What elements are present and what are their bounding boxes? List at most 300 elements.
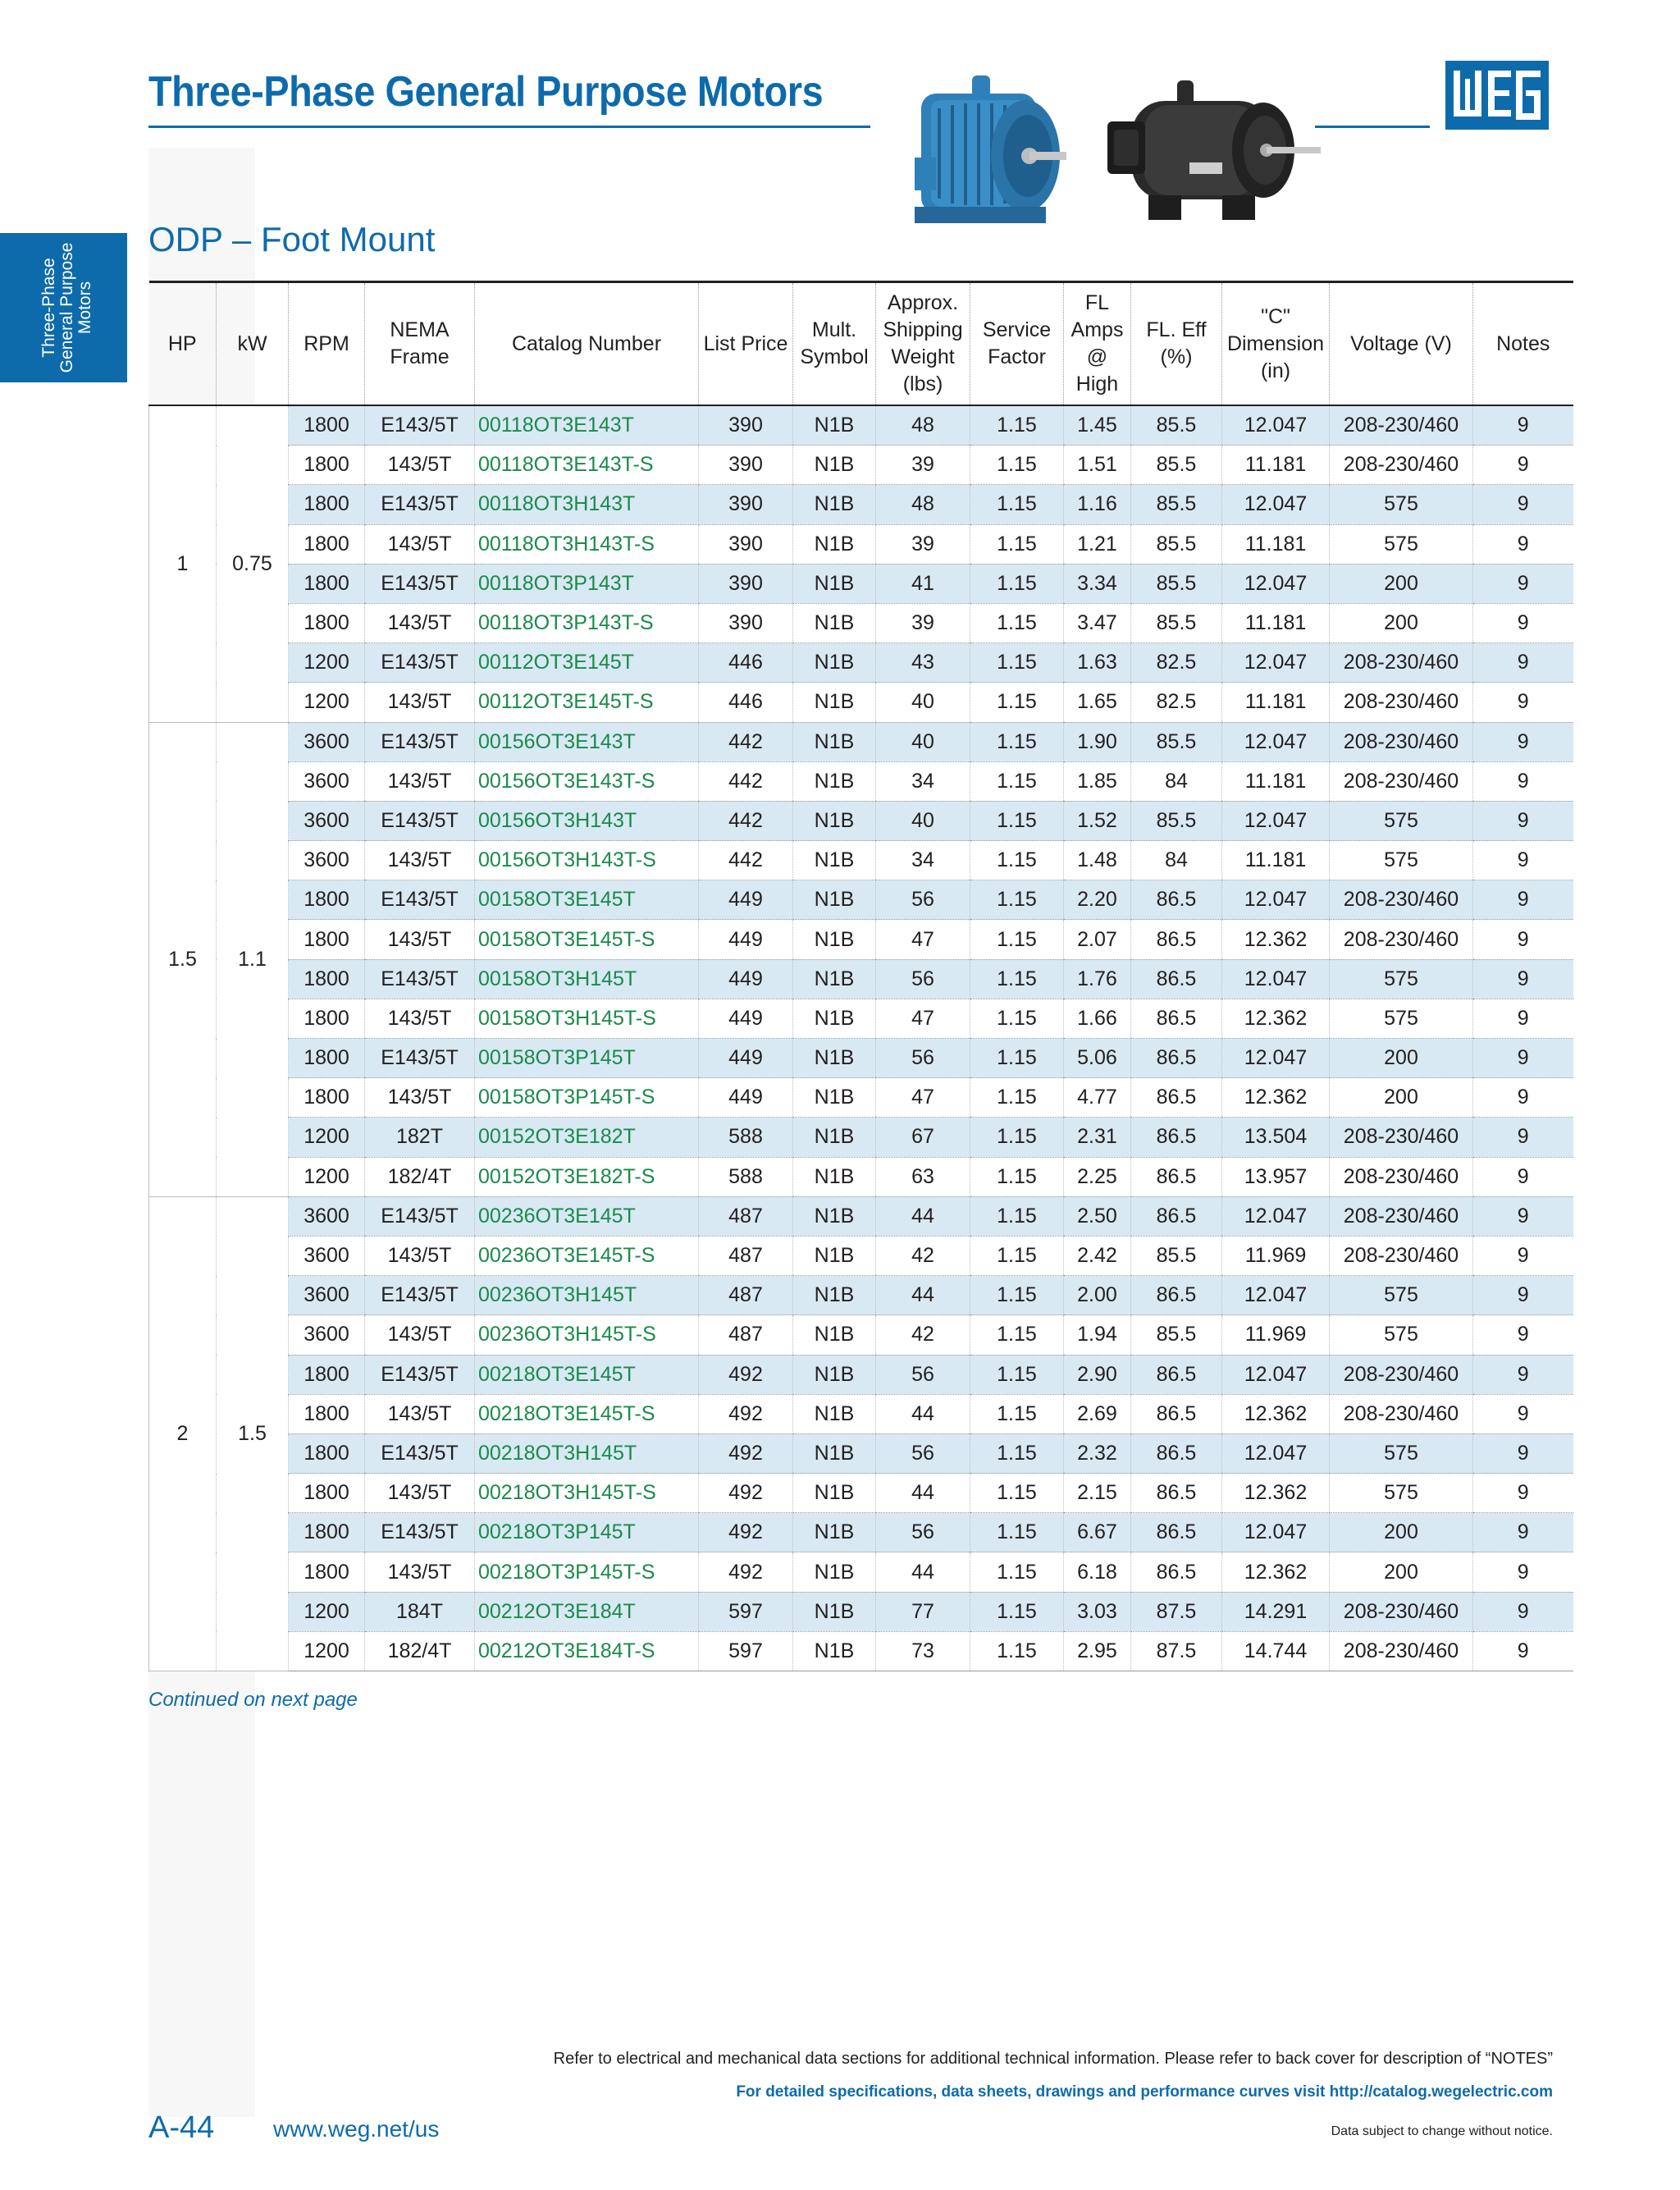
table-cell: 2.32	[1064, 1433, 1131, 1473]
table-cell: 1.15	[970, 920, 1064, 959]
table-cell: 44	[876, 1552, 970, 1592]
catalog-number-cell[interactable]: 00236OT3H145T	[475, 1276, 699, 1315]
table-cell: 42	[876, 1236, 970, 1275]
table-cell: 208-230/460	[1330, 920, 1473, 959]
table-cell: 9	[1473, 722, 1573, 761]
table-cell: 1.15	[970, 1236, 1064, 1275]
table-cell: N1B	[793, 446, 876, 485]
table-cell: 1200	[289, 1631, 365, 1671]
table-cell: 48	[876, 405, 970, 446]
table-cell: 449	[699, 920, 793, 959]
table-cell: 6.67	[1064, 1513, 1131, 1552]
table-cell: 86.5	[1131, 1474, 1222, 1513]
catalog-number-cell[interactable]: 00236OT3E145T-S	[475, 1236, 699, 1275]
table-cell: 208-230/460	[1330, 1196, 1473, 1236]
table-cell: 1200	[289, 643, 365, 683]
blue-motor-image	[882, 59, 1079, 240]
table-cell: 1.15	[970, 1474, 1064, 1513]
table-cell: 1.15	[970, 801, 1064, 840]
table-cell: 1800	[289, 959, 365, 999]
table-row	[149, 1315, 1573, 1355]
table-cell: 1.90	[1064, 722, 1131, 761]
table-cell: 56	[876, 1355, 970, 1394]
side-section-tab[interactable]	[0, 233, 127, 382]
table-row	[149, 1631, 1573, 1671]
table-cell: N1B	[793, 643, 876, 683]
table-cell: 9	[1473, 1276, 1573, 1315]
table-row	[149, 959, 1573, 999]
table-row	[149, 405, 1573, 446]
table-cell: 6.18	[1064, 1552, 1131, 1592]
table-cell: 492	[699, 1355, 793, 1394]
table-cell: 44	[876, 1474, 970, 1513]
catalog-number-cell[interactable]: 00236OT3H145T-S	[475, 1315, 699, 1355]
table-cell: 1200	[289, 1592, 365, 1631]
table-cell: 200	[1330, 1513, 1473, 1552]
table-cell: 1800	[289, 1474, 365, 1513]
catalog-number-cell[interactable]: 00118OT3E143T-S	[475, 446, 699, 485]
hp-cell: 1	[149, 405, 217, 722]
table-cell: 85.5	[1131, 524, 1222, 564]
column-header: NEMA Frame	[365, 282, 475, 406]
table-cell: N1B	[793, 1592, 876, 1631]
table-cell: 208-230/460	[1330, 446, 1473, 485]
title-rule	[148, 126, 870, 128]
table-cell: 1.15	[970, 1355, 1064, 1394]
catalog-number-cell[interactable]: 00158OT3E145T	[475, 880, 699, 920]
table-cell: 442	[699, 761, 793, 801]
table-row	[149, 524, 1573, 564]
table-cell: 575	[1330, 1433, 1473, 1473]
catalog-number-cell[interactable]: 00212OT3E184T-S	[475, 1631, 699, 1671]
table-cell: 492	[699, 1474, 793, 1513]
table-cell: 1800	[289, 1394, 365, 1433]
table-cell: 41	[876, 564, 970, 603]
table-cell: 492	[699, 1394, 793, 1433]
table-cell: 85.5	[1131, 1315, 1222, 1355]
table-cell: 86.5	[1131, 999, 1222, 1038]
catalog-number-cell[interactable]: 00118OT3H143T-S	[475, 524, 699, 564]
table-cell: 87.5	[1131, 1631, 1222, 1671]
table-cell: 1.76	[1064, 959, 1131, 999]
table-cell: 1.15	[970, 841, 1064, 880]
catalog-number-cell[interactable]: 00218OT3E145T-S	[475, 1394, 699, 1433]
table-row	[149, 1118, 1573, 1157]
catalog-number-cell[interactable]: 00158OT3H145T-S	[475, 999, 699, 1038]
table-cell: 1800	[289, 1355, 365, 1394]
table-cell: 597	[699, 1631, 793, 1671]
table-row	[149, 722, 1573, 761]
table-cell: 9	[1473, 564, 1573, 603]
table-cell: 86.5	[1131, 1394, 1222, 1433]
table-row	[149, 801, 1573, 840]
table-cell: 1800	[289, 1078, 365, 1118]
table-cell: 2.42	[1064, 1236, 1131, 1275]
table-cell: 390	[699, 524, 793, 564]
table-cell: 3.03	[1064, 1592, 1131, 1631]
table-cell: 1.15	[970, 1592, 1064, 1631]
table-cell: 87.5	[1131, 1592, 1222, 1631]
table-cell: 9	[1473, 1631, 1573, 1671]
table-cell: 390	[699, 405, 793, 446]
table-cell: 12.362	[1222, 920, 1330, 959]
table-cell: 143/5T	[365, 999, 475, 1038]
table-cell: 85.5	[1131, 801, 1222, 840]
table-cell: N1B	[793, 722, 876, 761]
table-cell: E143/5T	[365, 880, 475, 920]
table-cell: 1200	[289, 683, 365, 722]
table-cell: 1800	[289, 920, 365, 959]
table-cell: 39	[876, 603, 970, 642]
table-cell: N1B	[793, 920, 876, 959]
catalog-number-cell[interactable]: 00218OT3H145T-S	[475, 1474, 699, 1513]
table-cell: 86.5	[1131, 1118, 1222, 1157]
table-cell: 34	[876, 761, 970, 801]
page-title: Three-Phase General Purpose Motors	[148, 68, 824, 116]
table-cell: 575	[1330, 524, 1473, 564]
table-row	[149, 643, 1573, 683]
table-cell: 449	[699, 880, 793, 920]
table-cell: 1.15	[970, 446, 1064, 485]
catalog-number-cell[interactable]: 00218OT3P145T-S	[475, 1552, 699, 1592]
table-cell: N1B	[793, 564, 876, 603]
table-cell: 1.15	[970, 880, 1064, 920]
catalog-number-cell[interactable]: 00218OT3E145T	[475, 1355, 699, 1394]
table-cell: 9	[1473, 683, 1573, 722]
catalog-number-cell[interactable]: 00118OT3P143T-S	[475, 603, 699, 642]
table-cell: 208-230/460	[1330, 1236, 1473, 1275]
table-cell: 1.15	[970, 405, 1064, 446]
table-cell: 9	[1473, 1196, 1573, 1236]
table-cell: 9	[1473, 1513, 1573, 1552]
table-cell: 446	[699, 683, 793, 722]
table-cell: 63	[876, 1157, 970, 1196]
table-row	[149, 1355, 1573, 1394]
table-cell: 208-230/460	[1330, 683, 1473, 722]
catalog-number-cell[interactable]: 00152OT3E182T-S	[475, 1157, 699, 1196]
table-row	[149, 1039, 1573, 1078]
hp-cell: 1.5	[149, 722, 217, 1196]
weg-logo	[1445, 61, 1549, 130]
table-cell: N1B	[793, 999, 876, 1038]
table-cell: 9	[1473, 1433, 1573, 1473]
table-cell: 11.969	[1222, 1315, 1330, 1355]
catalog-number-cell[interactable]: 00158OT3P145T-S	[475, 1078, 699, 1118]
table-cell: 14.744	[1222, 1631, 1330, 1671]
table-cell: N1B	[793, 1355, 876, 1394]
table-cell: 9	[1473, 1474, 1573, 1513]
table-cell: E143/5T	[365, 1433, 475, 1473]
table-cell: 48	[876, 485, 970, 524]
table-cell: E143/5T	[365, 1355, 475, 1394]
table-cell: 492	[699, 1513, 793, 1552]
table-cell: E143/5T	[365, 801, 475, 840]
table-row	[149, 1157, 1573, 1196]
table-cell: 1200	[289, 1157, 365, 1196]
table-cell: N1B	[793, 1118, 876, 1157]
table-cell: 1.15	[970, 1276, 1064, 1315]
table-cell: N1B	[793, 1236, 876, 1275]
table-cell: 86.5	[1131, 1157, 1222, 1196]
table-cell: 449	[699, 1039, 793, 1078]
table-cell: 9	[1473, 959, 1573, 999]
table-cell: 143/5T	[365, 1236, 475, 1275]
table-cell: 1200	[289, 1118, 365, 1157]
catalog-number-cell[interactable]: 00156OT3E143T-S	[475, 761, 699, 801]
table-cell: 13.957	[1222, 1157, 1330, 1196]
table-row	[149, 564, 1573, 603]
column-header: Voltage (V)	[1330, 282, 1473, 406]
catalog-number-cell[interactable]: 00218OT3P145T	[475, 1513, 699, 1552]
table-row	[149, 761, 1573, 801]
page-number: A-44	[148, 2110, 215, 2145]
table-cell: 11.181	[1222, 841, 1330, 880]
table-cell: 9	[1473, 1552, 1573, 1592]
footnote-notes: Refer to electrical and mechanical data sections for additional technical information. Please refer to back cover for description of “NOTES”	[553, 2050, 1553, 2068]
table-cell: 184T	[365, 1592, 475, 1631]
table-cell: 12.047	[1222, 564, 1330, 603]
table-cell: 9	[1473, 405, 1573, 446]
catalog-number-cell[interactable]: 00158OT3E145T-S	[475, 920, 699, 959]
specs-link[interactable]: For detailed specifications, data sheets, drawings and performance curves visit http://catalog.wegelectric.com	[736, 2083, 1553, 2101]
table-cell: 1.15	[970, 1118, 1064, 1157]
table-cell: 1.21	[1064, 524, 1131, 564]
table-cell: 86.5	[1131, 1078, 1222, 1118]
catalog-number-cell[interactable]: 00158OT3P145T	[475, 1039, 699, 1078]
catalog-number-cell[interactable]: 00118OT3E143T	[475, 405, 699, 446]
catalog-number-cell[interactable]: 00236OT3E145T	[475, 1196, 699, 1236]
catalog-number-cell[interactable]: 00212OT3E184T	[475, 1592, 699, 1631]
table-cell: 86.5	[1131, 880, 1222, 920]
table-cell: 12.362	[1222, 1552, 1330, 1592]
table-cell: 143/5T	[365, 841, 475, 880]
table-cell: 2.90	[1064, 1355, 1131, 1394]
table-cell: 9	[1473, 880, 1573, 920]
table-cell: N1B	[793, 485, 876, 524]
table-cell: 2.00	[1064, 1276, 1131, 1315]
table-cell: 390	[699, 446, 793, 485]
side-tab-label: Three-Phase General Purpose Motors	[39, 242, 94, 373]
table-cell: 575	[1330, 959, 1473, 999]
table-cell: 1.15	[970, 761, 1064, 801]
catalog-number-cell[interactable]: 00218OT3H145T	[475, 1433, 699, 1473]
table-cell: 143/5T	[365, 446, 475, 485]
table-cell: 1800	[289, 1513, 365, 1552]
table-cell: N1B	[793, 1078, 876, 1118]
table-cell: 1.94	[1064, 1315, 1131, 1355]
table-row	[149, 1276, 1573, 1315]
table-cell: 143/5T	[365, 1394, 475, 1433]
table-cell: 40	[876, 683, 970, 722]
kw-cell: 0.75	[217, 405, 289, 722]
table-cell: 12.047	[1222, 405, 1330, 446]
motor-spec-table	[148, 281, 1573, 1671]
table-cell: N1B	[793, 1433, 876, 1473]
table-cell: 9	[1473, 1039, 1573, 1078]
table-cell: 86.5	[1131, 1276, 1222, 1315]
table-cell: 12.047	[1222, 880, 1330, 920]
table-cell: 597	[699, 1592, 793, 1631]
table-cell: 1.51	[1064, 446, 1131, 485]
table-cell: 86.5	[1131, 959, 1222, 999]
table-cell: 47	[876, 999, 970, 1038]
table-cell: 34	[876, 841, 970, 880]
catalog-number-cell[interactable]: 00118OT3H143T	[475, 485, 699, 524]
table-cell: 56	[876, 1433, 970, 1473]
table-cell: 390	[699, 485, 793, 524]
table-cell: 449	[699, 1078, 793, 1118]
table-cell: E143/5T	[365, 564, 475, 603]
table-cell: 39	[876, 524, 970, 564]
kw-cell: 1.1	[217, 722, 289, 1196]
table-cell: 86.5	[1131, 1039, 1222, 1078]
table-cell: 85.5	[1131, 446, 1222, 485]
column-header: Notes	[1473, 282, 1573, 406]
table-cell: 12.047	[1222, 801, 1330, 840]
table-cell: 442	[699, 841, 793, 880]
table-cell: E143/5T	[365, 643, 475, 683]
table-cell: 143/5T	[365, 524, 475, 564]
table-cell: 2.25	[1064, 1157, 1131, 1196]
table-row	[149, 841, 1573, 880]
table-cell: 85.5	[1131, 722, 1222, 761]
table-cell: 1800	[289, 485, 365, 524]
table-row	[149, 920, 1573, 959]
table-cell: 390	[699, 603, 793, 642]
table-cell: 11.181	[1222, 446, 1330, 485]
table-cell: 390	[699, 564, 793, 603]
table-cell: 208-230/460	[1330, 722, 1473, 761]
table-cell: 3600	[289, 722, 365, 761]
column-header: Mult. Symbol	[793, 282, 876, 406]
table-cell: N1B	[793, 1631, 876, 1671]
table-cell: 42	[876, 1315, 970, 1355]
table-cell: 1.52	[1064, 801, 1131, 840]
table-cell: 84	[1131, 761, 1222, 801]
table-cell: 9	[1473, 1355, 1573, 1394]
table-cell: 2.95	[1064, 1631, 1131, 1671]
table-cell: 1.66	[1064, 999, 1131, 1038]
column-header: FL Amps @ High	[1064, 282, 1131, 406]
table-cell: 208-230/460	[1330, 1157, 1473, 1196]
table-cell: 85.5	[1131, 405, 1222, 446]
website-link[interactable]: www.weg.net/us	[273, 2116, 440, 2142]
table-cell: 2.31	[1064, 1118, 1131, 1157]
table-cell: 47	[876, 1078, 970, 1118]
table-cell: 40	[876, 801, 970, 840]
table-cell: 492	[699, 1552, 793, 1592]
table-cell: 85.5	[1131, 603, 1222, 642]
table-cell: 12.047	[1222, 1433, 1330, 1473]
table-cell: 9	[1473, 603, 1573, 642]
table-cell: 9	[1473, 1315, 1573, 1355]
table-cell: 11.181	[1222, 603, 1330, 642]
table-cell: 442	[699, 801, 793, 840]
table-cell: N1B	[793, 801, 876, 840]
column-header: Service Factor	[970, 282, 1064, 406]
table-cell: 56	[876, 1039, 970, 1078]
table-cell: 12.362	[1222, 1078, 1330, 1118]
table-cell: 492	[699, 1433, 793, 1473]
table-cell: 85.5	[1131, 485, 1222, 524]
table-cell: 3600	[289, 761, 365, 801]
table-cell: 5.06	[1064, 1039, 1131, 1078]
table-cell: 1.15	[970, 683, 1064, 722]
table-cell: 449	[699, 999, 793, 1038]
table-cell: 12.047	[1222, 1276, 1330, 1315]
table-cell: N1B	[793, 1276, 876, 1315]
column-header: "C" Dimension (in)	[1222, 282, 1330, 406]
table-cell: 67	[876, 1118, 970, 1157]
table-cell: 208-230/460	[1330, 1394, 1473, 1433]
table-cell: 449	[699, 959, 793, 999]
table-cell: E143/5T	[365, 485, 475, 524]
table-cell: 208-230/460	[1330, 1118, 1473, 1157]
table-cell: 1800	[289, 603, 365, 642]
table-cell: N1B	[793, 603, 876, 642]
table-cell: 84	[1131, 841, 1222, 880]
catalog-number-cell[interactable]: 00112OT3E145T-S	[475, 683, 699, 722]
catalog-number-cell[interactable]: 00156OT3E143T	[475, 722, 699, 761]
column-header: RPM	[289, 282, 365, 406]
table-cell: 143/5T	[365, 683, 475, 722]
table-cell: 143/5T	[365, 920, 475, 959]
black-motor-image	[1099, 64, 1329, 236]
table-cell: 9	[1473, 1078, 1573, 1118]
table-cell: 86.5	[1131, 1196, 1222, 1236]
table-cell: 9	[1473, 920, 1573, 959]
catalog-number-cell[interactable]: 00118OT3P143T	[475, 564, 699, 603]
catalog-number-cell[interactable]: 00152OT3E182T	[475, 1118, 699, 1157]
table-cell: 44	[876, 1394, 970, 1433]
table-cell: E143/5T	[365, 959, 475, 999]
table-cell: 1.65	[1064, 683, 1131, 722]
table-cell: 9	[1473, 1118, 1573, 1157]
column-header: List Price	[699, 282, 793, 406]
table-cell: 4.77	[1064, 1078, 1131, 1118]
table-cell: E143/5T	[365, 1039, 475, 1078]
table-cell: 208-230/460	[1330, 1355, 1473, 1394]
table-cell: 575	[1330, 1474, 1473, 1513]
table-cell: 2.15	[1064, 1474, 1131, 1513]
table-cell: 9	[1473, 1592, 1573, 1631]
table-cell: 47	[876, 920, 970, 959]
table-cell: 1.15	[970, 643, 1064, 683]
catalog-number-cell[interactable]: 00156OT3H143T	[475, 801, 699, 840]
table-row	[149, 1433, 1573, 1473]
table-cell: 1.15	[970, 564, 1064, 603]
table-cell: E143/5T	[365, 1513, 475, 1552]
table-cell: N1B	[793, 1157, 876, 1196]
table-cell: E143/5T	[365, 1196, 475, 1236]
table-cell: 1.15	[970, 1315, 1064, 1355]
catalog-number-cell[interactable]: 00112OT3E145T	[475, 643, 699, 683]
table-cell: 3600	[289, 1276, 365, 1315]
table-cell: 56	[876, 880, 970, 920]
table-cell: 1.15	[970, 1394, 1064, 1433]
table-cell: E143/5T	[365, 405, 475, 446]
table-cell: N1B	[793, 405, 876, 446]
table-cell: 1800	[289, 446, 365, 485]
catalog-number-cell[interactable]: 00158OT3H145T	[475, 959, 699, 999]
catalog-number-cell[interactable]: 00156OT3H143T-S	[475, 841, 699, 880]
table-cell: 487	[699, 1236, 793, 1275]
table-cell: N1B	[793, 1552, 876, 1592]
table-cell: 1.15	[970, 524, 1064, 564]
table-cell: 3600	[289, 1196, 365, 1236]
table-cell: 143/5T	[365, 1552, 475, 1592]
table-cell: 487	[699, 1196, 793, 1236]
